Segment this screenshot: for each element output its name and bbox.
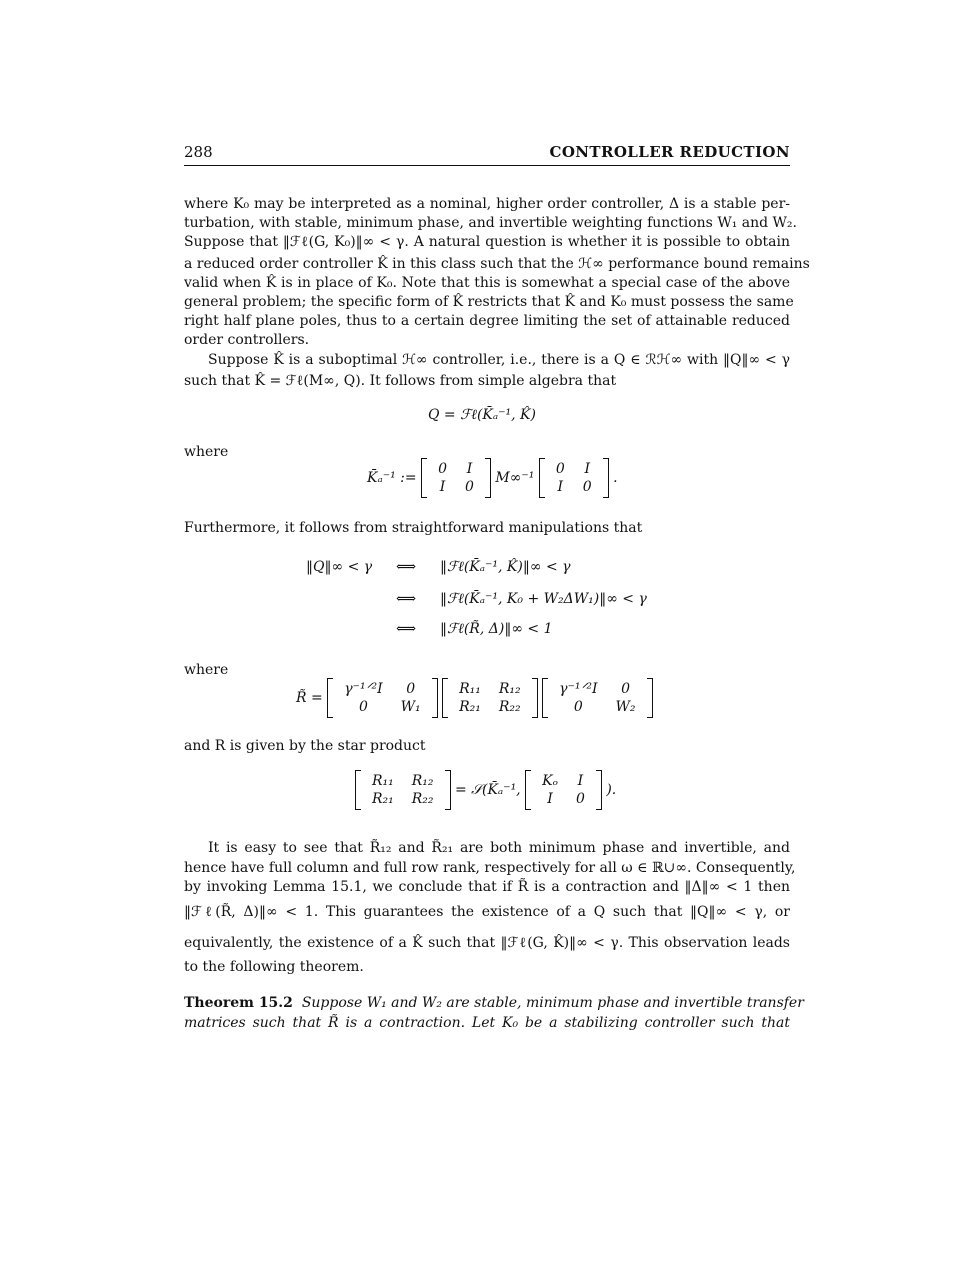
eq2-tail: . (613, 470, 618, 486)
eq5-matrix-2 (525, 772, 602, 808)
eq3-row-2: ‖ℱℓ(K̄ₐ⁻¹, K₀ + W₂ΔW₁)‖∞ < γ (440, 591, 647, 607)
theorem-line-1 (184, 994, 804, 1012)
eq4-matrix-3 (542, 680, 652, 716)
matrix-cell: I (557, 479, 564, 495)
matrix-cell: γ⁻¹ᐟ²I (344, 681, 383, 697)
where-label-1: where (184, 444, 229, 460)
eq3-iff-3: ⟺ (396, 621, 417, 637)
furthermore-line: Furthermore, it follows from straightforward manipulations that (184, 520, 643, 536)
paragraph-1-line-6: general problem; the specific form of K̂ restricts that K̂ and K₀ must possess the same (184, 294, 794, 310)
theorem-line-2: matrices such that R̃ is a contraction. Let K₀ be a stabilizing controller such that (184, 1015, 790, 1031)
matrix-cell: 0 (465, 479, 474, 495)
matrix-cell: R₂₂ (498, 699, 521, 715)
matrix-cell: R₂₁ (372, 791, 394, 807)
paragraph-3-line-3: by invoking Lemma 15.1, we conclude that if R̃ is a contraction and ‖Δ‖∞ < 1 then (184, 879, 790, 895)
equation-q: Q = ℱℓ(K̄ₐ⁻¹, K̂) (428, 407, 536, 423)
eq3-row-1: ‖ℱℓ(K̄ₐ⁻¹, K̂)‖∞ < γ (440, 559, 571, 575)
page-number: 288 (184, 143, 213, 161)
matrix-cell: R₁₁ (372, 773, 394, 789)
eq5-mid: = 𝒮(K̄ₐ⁻¹, (454, 782, 521, 798)
matrix-cell: 0 (575, 791, 585, 807)
theorem-text-1: Suppose W₁ and W₂ are stable, minimum phase and invertible transfer (301, 995, 804, 1011)
matrix-cell: 0 (582, 479, 592, 495)
matrix-cell: R₂₂ (411, 791, 434, 807)
eq2-matrix-1 (421, 460, 491, 496)
paragraph-2-line-1: Suppose K̂ is a suboptimal ℋ∞ controller, i.e., there is a Q ∈ ℛℋ∞ with ‖Q‖∞ < γ (208, 352, 790, 368)
matrix-cell: 0 (406, 681, 416, 697)
paragraph-1-line-3: Suppose that ‖ℱℓ(G, K₀)‖∞ < γ. A natural question is whether it is possible to obtain (184, 234, 790, 250)
matrix-cell: R₁₁ (459, 681, 481, 697)
paragraph-3-line-1: It is easy to see that R̃₁₂ and R̃₂₁ are both minimum phase and invertible, and (208, 840, 790, 856)
eq3-lhs: ‖Q‖∞ < γ (306, 559, 373, 575)
eq3-row-3: ‖ℱℓ(R̃, Δ)‖∞ < 1 (440, 621, 553, 637)
matrix-cell: R₁₂ (498, 681, 521, 697)
matrix-cell: W₂ (615, 699, 636, 715)
matrix-cell: W₁ (400, 699, 421, 715)
matrix-cell: I (584, 461, 590, 477)
paragraph-3-line-2: hence have full column and full row rank, respectively for all ω ∈ ℝ∪∞. Consequently, (184, 860, 796, 876)
matrix-cell: 0 (621, 681, 631, 697)
running-header (184, 143, 790, 166)
paragraph-2-line-2: such that K̂ = ℱℓ(M∞, Q). It follows from simple algebra that (184, 373, 617, 389)
eq5-matrix-1 (355, 772, 451, 808)
where-label-2: where (184, 662, 229, 678)
eq3-iff-1: ⟺ (396, 559, 417, 575)
matrix-cell: 0 (573, 699, 583, 715)
matrix-cell: 0 (555, 461, 565, 477)
matrix-cell: I (547, 791, 553, 807)
eq3-iff-2: ⟺ (396, 591, 417, 607)
paragraph-3-line-6: to the following theorem. (184, 959, 364, 975)
paragraph-1-line-2: turbation, with stable, minimum phase, and invertible weighting functions W₁ and W₂. (184, 215, 797, 231)
matrix-cell: I (577, 773, 584, 789)
matrix-cell: 0 (358, 699, 368, 715)
equation-r-tilde (296, 680, 653, 716)
matrix-cell: 0 (438, 461, 447, 477)
equation-star-product (355, 772, 616, 808)
paragraph-1-line-8: order controllers. (184, 332, 310, 348)
matrix-cell: I (466, 461, 473, 477)
paragraph-3-line-5: equivalently, the existence of a K̂ such that ‖ℱℓ(G, K̂)‖∞ < γ. This observation leads (184, 935, 790, 951)
chapter-title: CONTROLLER REDUCTION (549, 143, 790, 161)
matrix-cell: Kₒ (542, 773, 558, 789)
eq2-lhs: K̄ₐ⁻¹ := (367, 470, 417, 486)
eq4-matrix-2 (442, 680, 538, 716)
matrix-cell: γ⁻¹ᐟ²I (559, 681, 598, 697)
matrix-cell: R₁₂ (411, 773, 434, 789)
paragraph-1-line-1: where K₀ may be interpreted as a nominal, higher order controller, Δ is a stable per- (184, 196, 790, 212)
and-r-line: and R is given by the star product (184, 738, 426, 754)
eq4-matrix-1 (327, 680, 437, 716)
equation-k-inverse (367, 460, 618, 496)
eq2-mid: M∞⁻¹ (495, 470, 535, 486)
paragraph-1-line-5: valid when K̂ is in place of K₀. Note that this is somewhat a special case of the above (184, 275, 790, 291)
matrix-cell: I (439, 479, 446, 495)
paragraph-3-line-4: ‖ℱℓ(R̃, Δ)‖∞ < 1. This guarantees the existence of a Q such that ‖Q‖∞ < γ, or (184, 904, 790, 920)
eq4-lhs: R̃ = (296, 690, 323, 706)
paragraph-1-line-7: right half plane poles, thus to a certain degree limiting the set of attainable reduced (184, 313, 790, 329)
eq2-matrix-2 (539, 460, 609, 496)
matrix-cell: R₂₁ (459, 699, 481, 715)
theorem-label: Theorem 15.2 (184, 995, 293, 1011)
eq5-tail: ). (606, 782, 617, 798)
paragraph-1-line-4: a reduced order controller K̂ in this class such that the ℋ∞ performance bound remains (184, 256, 810, 272)
